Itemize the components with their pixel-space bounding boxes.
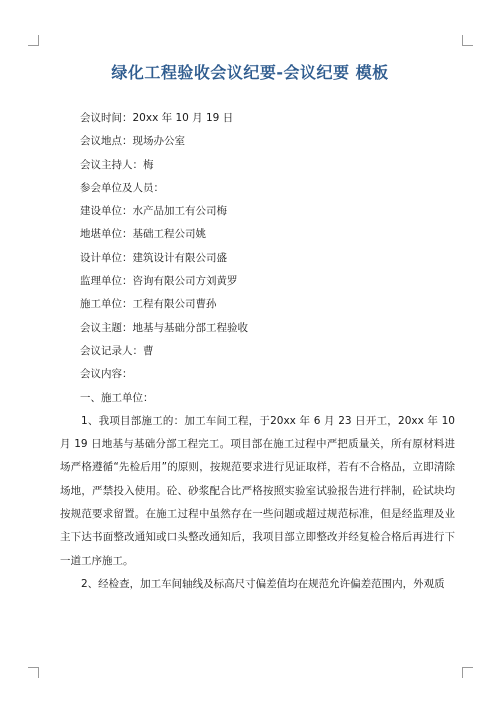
- crop-mark-top-right: [462, 35, 473, 46]
- meeting-topic: 会议主题：地基与基础分部工程验收: [80, 321, 248, 334]
- meeting-location: 会议地点：现场办公室: [80, 135, 185, 148]
- crop-mark-top-left: [28, 35, 39, 46]
- crop-mark-bottom-right: [462, 667, 473, 678]
- survey-unit: 地堪单位：基础工程公司姚: [80, 228, 206, 241]
- meeting-content-heading: 会议内容：: [80, 368, 133, 381]
- document-body: [60, 113, 455, 596]
- section-heading-contractor: 一、施工单位：: [80, 391, 154, 404]
- meeting-time: 会议时间：20xx 年 10 月 19 日: [80, 112, 234, 124]
- document-title: 绿化工程验收会议纪要-会议纪要 模板: [111, 63, 389, 82]
- construction-owner: 建设单位：水产品加工有公司梅: [80, 205, 227, 218]
- paragraph-1: 1、我项目部施工的：加工车间工程，于20xx 年 6 月 23 日开工，20xx 年 10 月 19 日地基与基础分部工程完工。项目部在施工过程中严把质量关，所有原材料进场严格遵循“先检后用”的原则，按规范要求进行见证取样，若有不合格品，立即清除场地，严禁投入使用。砼、砂浆配合比严格按照实验室试验报告进行拌制，砼试块均按规范要求留置。在施工过程中虽然存在一些问题或超过规范标准，但是经监理及业主下达书面整改通知或口头整改通知后，我项目部立即整改并经复检合格后再进行下一道工序施工。: [60, 414, 455, 567]
- supervision-unit: 监理单位：咨询有限公司方刘黄罗: [80, 275, 238, 288]
- contractor-unit: 施工单位：工程有限公司曹孙: [80, 298, 217, 311]
- design-unit: 设计单位：建筑设计有限公司盛: [80, 251, 227, 264]
- meeting-recorder: 会议记录人：曹: [80, 344, 154, 357]
- crop-mark-bottom-left: [28, 667, 39, 678]
- meeting-host: 会议主持人：梅: [80, 158, 154, 171]
- paragraph-2: 2、经检查，加工车间轴线及标高尺寸偏差值均在规范允许偏差范围内，外观质: [81, 577, 445, 590]
- attendees-heading: 参会单位及人员：: [80, 181, 164, 194]
